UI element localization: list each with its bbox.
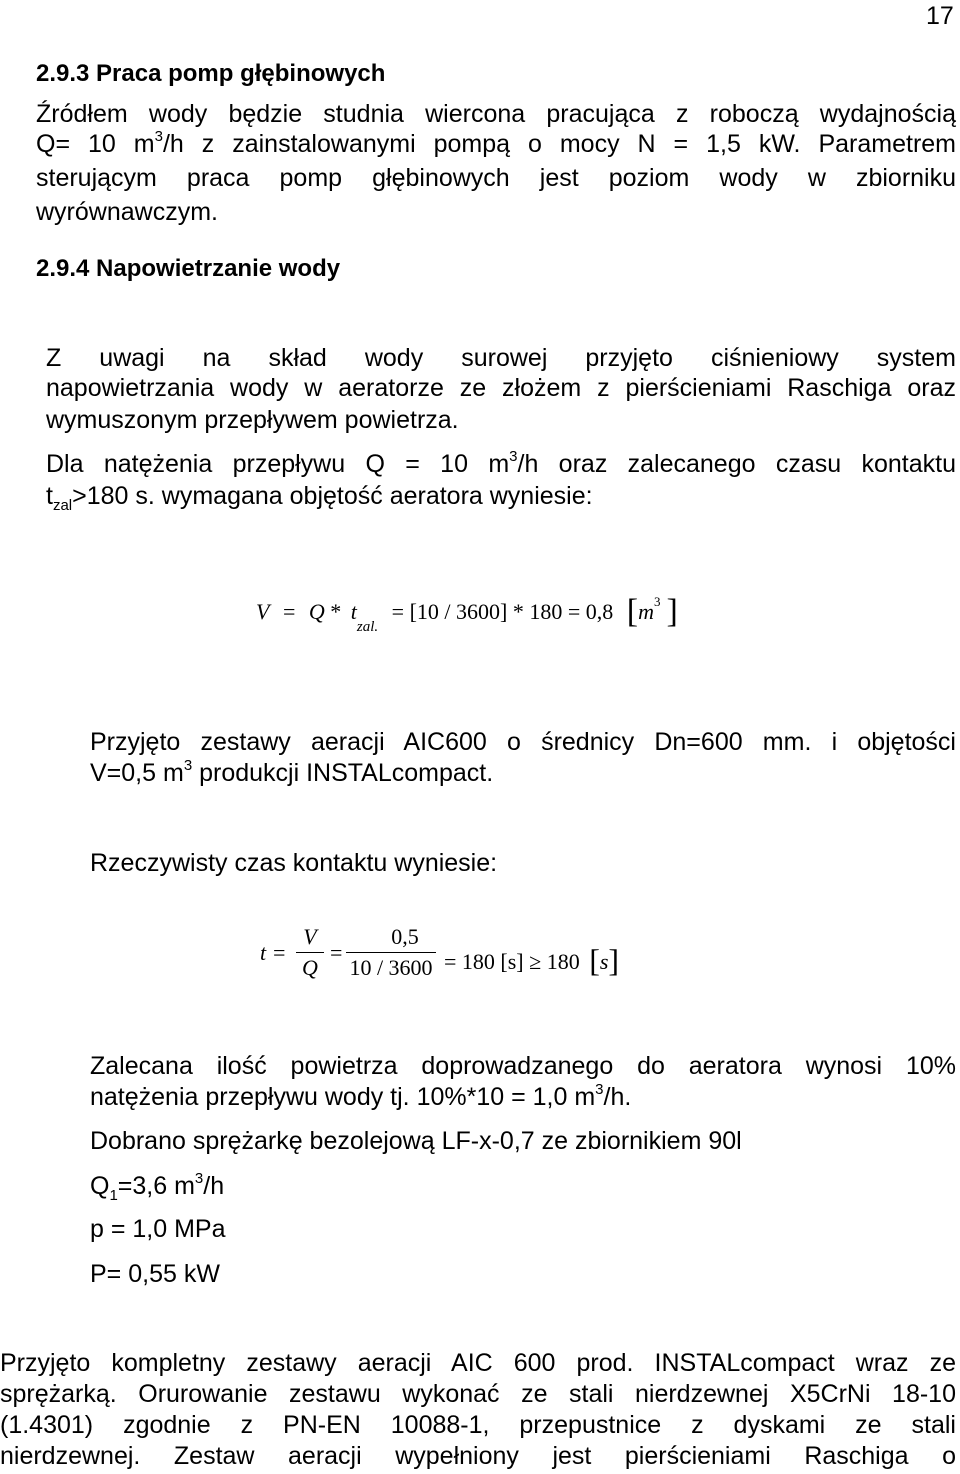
formula-symbol-v: V xyxy=(256,599,270,624)
fraction-numerator: V xyxy=(303,924,317,949)
paragraph-line: sterującym praca pomp głębinowych jest poziom wody w zbiorniku xyxy=(36,164,956,192)
paragraph-line: wymuszonym przepływem powietrza. xyxy=(46,406,459,434)
formula-subscript: zal. xyxy=(356,619,379,635)
fraction-numerator: 0,5 xyxy=(391,924,419,949)
formula-bracket-right: ] xyxy=(666,593,678,630)
section-heading-2-9-4: 2.9.4 Napowietrzanie wody xyxy=(36,255,341,282)
text: >180 s. wymagana objętość aeratora wyniesie: xyxy=(72,482,593,510)
text: t xyxy=(46,482,53,510)
formula-unit: m xyxy=(638,599,654,624)
paragraph-line: Dobrano sprężarkę bezolejową LF-x-0,7 ze zbiornikiem 90l xyxy=(90,1127,742,1155)
volume-formula xyxy=(256,590,678,635)
text: Q xyxy=(90,1172,110,1200)
superscript: 3 xyxy=(194,1170,204,1187)
text: /h xyxy=(203,1172,225,1200)
fraction-volume-over-flow xyxy=(346,924,436,981)
superscript: 3 xyxy=(183,757,193,774)
paragraph-line: Rzeczywisty czas kontaktu wyniesie: xyxy=(90,849,498,877)
fraction-denominator: 10 / 3600 xyxy=(349,955,433,980)
formula-equals: = xyxy=(282,599,296,624)
paragraph-line xyxy=(90,1083,631,1112)
page-number: 17 xyxy=(926,2,954,30)
section-heading-2-9-3: 2.9.3 Praca pomp głębinowych xyxy=(36,60,386,87)
formula-symbol-t: t = xyxy=(260,940,287,965)
formula-symbol-t: t xyxy=(350,599,357,624)
subscript: zal xyxy=(52,497,73,514)
contact-time-result xyxy=(444,940,619,977)
paragraph-line xyxy=(36,130,956,159)
subscript: 1 xyxy=(109,1187,118,1204)
formula-bracket-left: [ xyxy=(626,593,639,630)
spec-flow xyxy=(90,1170,225,1204)
fraction-v-over-q xyxy=(296,924,324,981)
paragraph-line: napowietrzania wody w aeratorze ze złożem z pierścieniami Raschiga oraz xyxy=(46,374,956,402)
text: produkcji INSTALcompact. xyxy=(192,759,494,787)
formula-symbol-q: Q xyxy=(308,599,325,624)
spec-power: P= 0,55 kW xyxy=(90,1260,220,1288)
paragraph-line: Przyjęto kompletny zestawy aeracji AIC 600 prod. INSTALcompact wraz ze xyxy=(0,1349,956,1377)
contact-time-lhs xyxy=(260,940,286,966)
paragraph-line xyxy=(90,759,493,788)
bracket-left: [ xyxy=(589,942,600,978)
paragraph-line: (1.4301) zgodnie z PN-EN 10088-1, przepustnice z dyskami ze stali xyxy=(0,1411,956,1439)
text: /h oraz zalecanego czasu kontaktu xyxy=(517,450,956,478)
paragraph-line: Przyjęto zestawy aeracji AIC600 o średnicy Dn=600 mm. i objętości xyxy=(90,728,956,756)
result-text: = 180 [s] ≥ 180 xyxy=(444,949,580,974)
bracket-right: ] xyxy=(608,942,620,978)
text: Q= 10 m xyxy=(36,130,155,158)
superscript: 3 xyxy=(509,448,518,465)
text: Dla natężenia przepływu Q = 10 m xyxy=(46,450,510,478)
superscript: 3 xyxy=(595,1081,604,1098)
formula-unit-superscript: 3 xyxy=(653,594,661,609)
formula-equals: = xyxy=(330,940,343,965)
superscript: 3 xyxy=(154,128,163,145)
paragraph-line: wyrównawczym. xyxy=(36,198,218,226)
text: /h z zainstalowanymi pompą o mocy N = 1,5 kW. Parametrem xyxy=(162,130,956,158)
paragraph-line: nierdzewnej. Zestaw aeracji wypełniony jest pierścieniami Raschiga o xyxy=(0,1442,956,1470)
paragraph-line xyxy=(46,450,956,479)
formula-expression: = [10 / 3600] * 180 = 0,8 xyxy=(391,599,614,624)
unit: s xyxy=(599,949,609,974)
text: V=0,5 m xyxy=(90,759,184,787)
text: =3,6 m xyxy=(117,1172,195,1200)
paragraph-line: Źródłem wody będzie studnia wiercona pracująca z roboczą wydajnością xyxy=(36,100,956,128)
paragraph-line: Z uwagi na skład wody surowej przyjęto ciśnieniowy system xyxy=(46,344,956,372)
paragraph-line: sprężarką. Orurowanie zestawu wykonać ze stali nierdzewnej X5CrNi 18-10 xyxy=(0,1380,956,1408)
fraction-line xyxy=(296,952,324,953)
text: /h. xyxy=(603,1083,632,1111)
formula-multiply: * xyxy=(330,599,342,624)
spec-pressure: p = 1,0 MPa xyxy=(90,1215,226,1243)
fraction-line xyxy=(346,952,436,953)
paragraph-line xyxy=(46,482,593,514)
paragraph-line: Zalecana ilość powietrza doprowadzanego do aeratora wynosi 10% xyxy=(90,1052,956,1080)
fraction-denominator: Q xyxy=(302,955,318,980)
text: natężenia przepływu wody tj. 10%*10 = 1,0 m xyxy=(90,1083,596,1111)
